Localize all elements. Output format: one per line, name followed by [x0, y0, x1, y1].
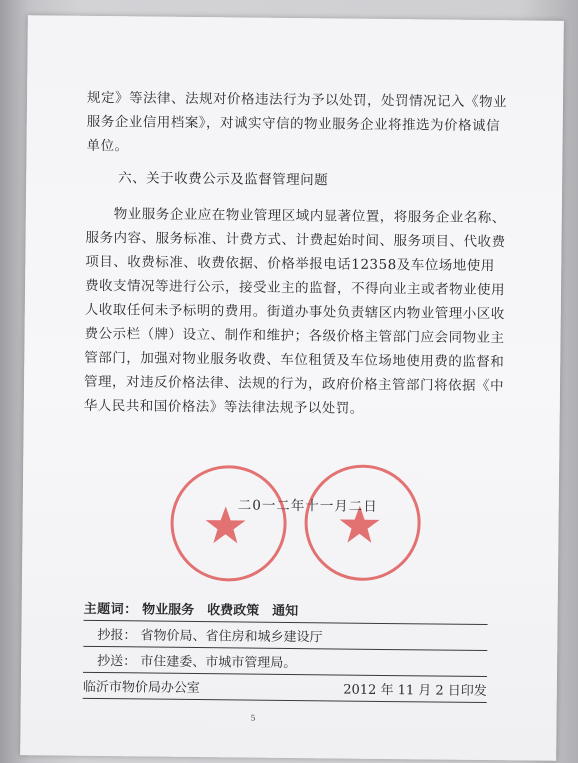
star-icon [307, 467, 418, 578]
official-seal-housing-bureau [304, 464, 421, 581]
subject-words: 物业服务 收费政策 通知 [142, 602, 299, 620]
report-label: 抄报： [97, 627, 137, 644]
section-heading: 六、关于收费公示及监督管理问题 [118, 170, 329, 189]
copy-label: 抄送： [97, 653, 137, 670]
document-footer [82, 598, 488, 700]
paragraph-continuation: 规定》等法律、法规对价格违法行为予以处罚，处罚情况记入《物业服务企业信用档案》，对诚实守信的物业服务企业将推选为价格诚信单位。 [86, 89, 508, 155]
star-icon [173, 468, 284, 579]
issuing-office: 临沂市物价局办公室 [82, 679, 200, 697]
report-recipients: 省物价局、省住房和城乡建设厅 [140, 628, 323, 646]
official-seal-price-bureau [170, 465, 287, 582]
print-date: 2012 年 11 月 2 日印发 [343, 682, 487, 700]
document-page [20, 15, 564, 761]
issue-date: 二0一二年十一月二日 [237, 497, 378, 515]
paragraph-main: 物业服务企业应在物业管理区域内显著位置，将服务企业名称、服务内容、服务标准、计费方式、计费起始时间、服务项目、代收费项目、收费标准、收费依据、价格举报电话12358及车位场地使用费收支情况等进行公示，接受业主的监督，不得向业主或者物业使用人收取任何未予标明的费用。街道办事处负责辖区内物业管理小区收费公示栏（牌）设立、制作和维护；各级价格主管部门应会同物业主管部门，加强对物业服务收费、车位租赁及车位场地使用费的监督和管理，对违反价格法律、法规的行为，政府价格主管部门将依据《中华人民共和国价格法》等法律法规予以处罚。 [83, 206, 506, 417]
subject-label: 主题词： [83, 601, 138, 618]
page-number: 5 [250, 713, 256, 723]
copy-recipients: 市住建委、市城市管理局。 [140, 654, 297, 672]
